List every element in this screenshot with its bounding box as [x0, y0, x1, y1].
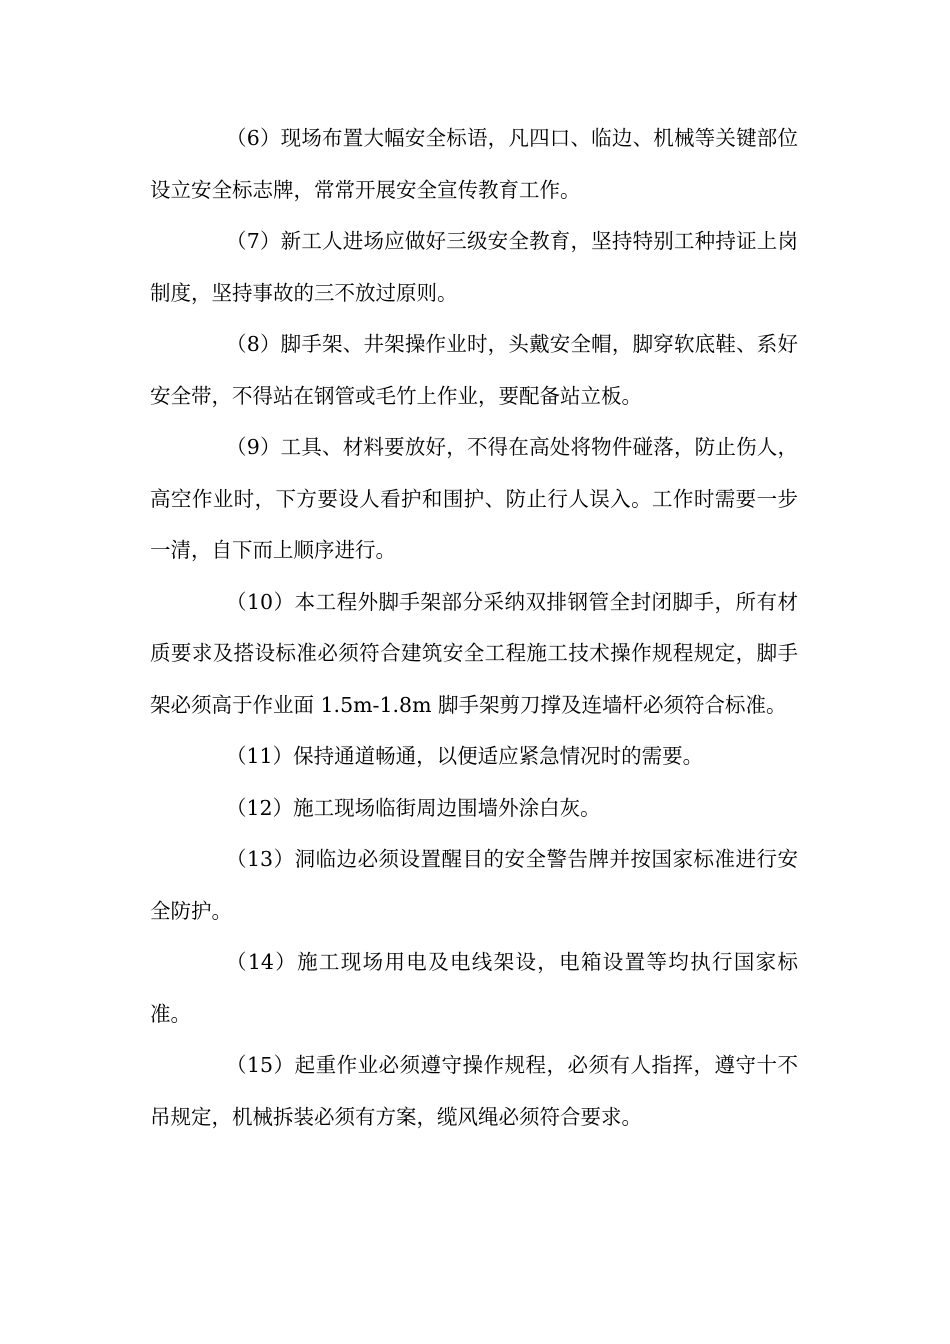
paragraph-13: （13）洞临边必须设置醒目的安全警告牌并按国家标准进行安全防护。: [150, 847, 798, 923]
paragraph-8: （8）脚手架、井架操作业时，头戴安全帽，脚穿软底鞋、系好安全带，不得站在钢管或毛竹上作业，要配备站立板。: [150, 332, 798, 408]
paragraph-6: （6）现场布置大幅安全标语，凡四口、临边、机械等关键部位设立安全标志牌，常常开展安全宣传教育工作。: [150, 126, 798, 202]
paragraph-7: （7）新工人进场应做好三级安全教育，坚持特别工种持证上岗制度，坚持事故的三不放过原则。: [150, 229, 798, 305]
paragraph-12: （12）施工现场临街周边围墙外涂白灰。: [226, 795, 601, 820]
paragraph-10: （10）本工程外脚手架部分采纳双排钢管全封闭脚手，所有材质要求及搭设标准必须符合建筑安全工程施工技术操作规程规定，脚手架必须高于作业面 1.5m-1.8m 脚手架剪刀撑及连墙杆必须符合标准。: [150, 589, 798, 717]
paragraph-9: （9）工具、材料要放好，不得在高处将物件碰落，防止伤人，高空作业时，下方要设人看护和围护、防止行人误入。工作时需要一步一清，自下而上顺序进行。: [150, 435, 798, 562]
paragraph-11: （11）保持通道畅通，以便适应紧急情况时的需要。: [226, 744, 704, 768]
paragraph-15: （15）起重作业必须遵守操作规程，必须有人指挥，遵守十不吊规定，机械拆装必须有方案，缆风绳必须符合要求。: [150, 1053, 798, 1129]
paragraph-14: （14）施工现场用电及电线架设，电箱设置等均执行国家标准。: [150, 950, 798, 1026]
document-body: [150, 113, 798, 1143]
